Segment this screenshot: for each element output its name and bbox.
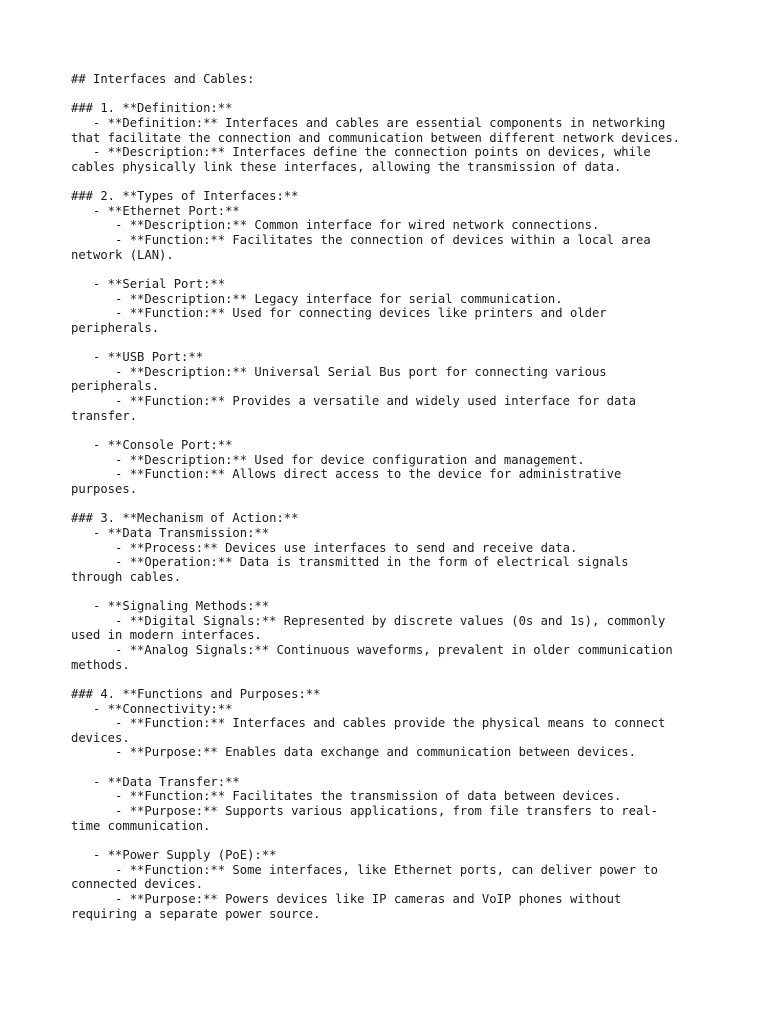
list-item-line: - **Process:** Devices use interfaces to send and receive data.	[71, 540, 578, 555]
text-line: used in modern interfaces.	[71, 628, 262, 643]
text-line: purposes.	[71, 481, 138, 496]
blank-line	[71, 672, 711, 687]
text-line: time communication.	[71, 818, 211, 833]
blank-line	[71, 833, 711, 848]
blank-line	[71, 584, 711, 599]
text-line: network (LAN).	[71, 247, 174, 262]
list-item-line: - **Description:** Used for device configuration and management.	[71, 452, 585, 467]
blank-line	[71, 87, 711, 102]
text-line: transfer.	[71, 408, 138, 423]
list-item-line: - **Description:** Interfaces define the connection points on devices, while	[71, 145, 651, 160]
list-item-line: - **Function:** Allows direct access to the device for administrative	[71, 467, 622, 482]
list-item-line: - **Description:** Universal Serial Bus port for connecting various	[71, 364, 607, 379]
list-item-line: - **Digital Signals:** Represented by discrete values (0s and 1s), commonly	[71, 613, 666, 628]
text-line: peripherals.	[71, 379, 160, 394]
blank-line	[71, 760, 711, 775]
text-line: methods.	[71, 657, 130, 672]
list-item-line: - **Function:** Facilitates the connection of devices within a local area	[71, 233, 651, 248]
list-item-line: - **Description:** Legacy interface for serial communication.	[71, 291, 563, 306]
list-item-line: - **Serial Port:**	[71, 276, 226, 291]
section-heading: ### 4. **Functions and Purposes:**	[71, 686, 321, 701]
list-item-line: - **Signaling Methods:**	[71, 599, 270, 614]
list-item-line: - **Data Transmission:**	[71, 525, 270, 540]
blank-line	[71, 497, 711, 512]
text-line: requiring a separate power source.	[71, 906, 321, 921]
text-line: cables physically link these interfaces, allowing the transmission of data.	[71, 159, 622, 174]
blank-line	[71, 336, 711, 351]
list-item-line: - **Function:** Provides a versatile and widely used interface for data	[71, 394, 636, 409]
text-line: connected devices.	[71, 877, 204, 892]
list-item-line: - **Definition:** Interfaces and cables are essential components in networking	[71, 115, 666, 130]
list-item-line: - **Connectivity:**	[71, 701, 233, 716]
text-line: through cables.	[71, 569, 182, 584]
blank-line	[71, 262, 711, 277]
document-title: ## Interfaces and Cables:	[71, 72, 255, 86]
list-item-line: - **Data Transfer:**	[71, 774, 240, 789]
list-item-line: - **Function:** Interfaces and cables provide the physical means to connect	[71, 716, 666, 731]
list-item-line: - **Function:** Some interfaces, like Ethernet ports, can deliver power to	[71, 862, 658, 877]
list-item-line: - **Function:** Facilitates the transmission of data between devices.	[71, 789, 622, 804]
list-item-line: - **Console Port:**	[71, 438, 233, 453]
section-heading: ### 1. **Definition:**	[71, 101, 233, 116]
list-item-line: - **Purpose:** Enables data exchange and communication between devices.	[71, 745, 636, 760]
blank-line	[71, 174, 711, 189]
list-item-line: - **Analog Signals:** Continuous waveforms, prevalent in older communication	[71, 642, 673, 657]
list-item-line: - **Ethernet Port:**	[71, 203, 240, 218]
list-item-line: - **Function:** Used for connecting devices like printers and older	[71, 306, 607, 321]
list-item-line: - **Operation:** Data is transmitted in the form of electrical signals	[71, 555, 629, 570]
section-heading: ### 3. **Mechanism of Action:**	[71, 511, 299, 526]
list-item-line: - **USB Port:**	[71, 350, 204, 365]
list-item-line: - **Power Supply (PoE):**	[71, 847, 277, 862]
list-item-line: - **Purpose:** Supports various applications, from file transfers to real-	[71, 804, 658, 819]
text-line: that facilitate the connection and communication between different network devices.	[71, 130, 681, 145]
text-line: peripherals.	[71, 320, 160, 335]
text-line: devices.	[71, 730, 130, 745]
section-heading: ### 2. **Types of Interfaces:**	[71, 189, 299, 204]
blank-line	[71, 423, 711, 438]
list-item-line: - **Purpose:** Powers devices like IP cameras and VoIP phones without	[71, 891, 622, 906]
list-item-line: - **Description:** Common interface for wired network connections.	[71, 218, 600, 233]
document-body	[71, 72, 711, 921]
